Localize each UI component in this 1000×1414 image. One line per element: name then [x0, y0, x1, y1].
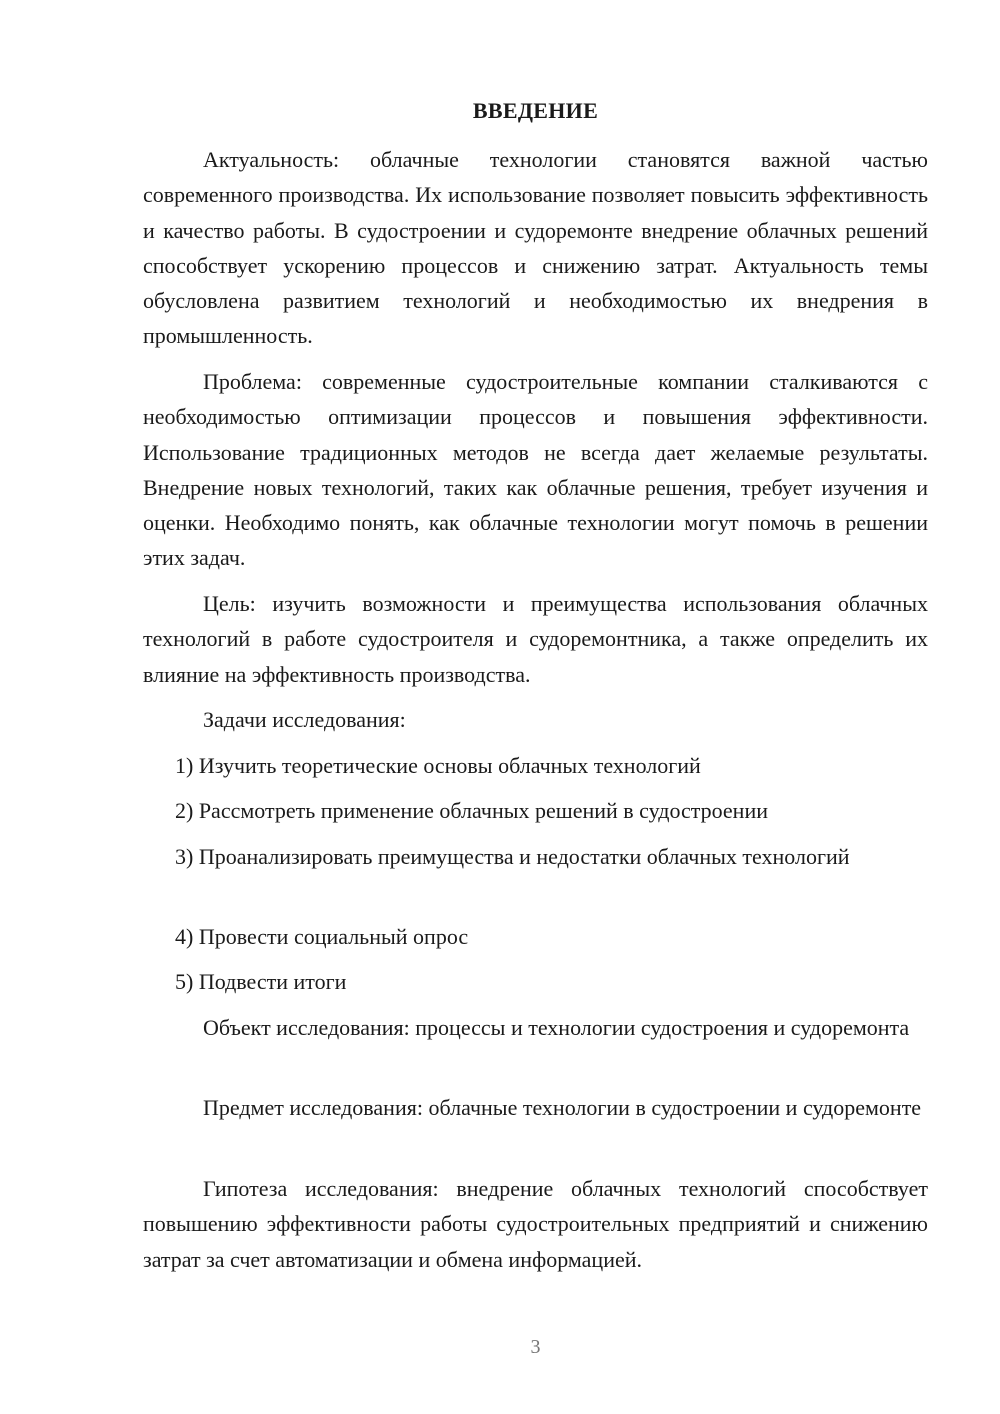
task-item-2: 2) Рассмотреть применение облачных решений в судостроении — [175, 798, 769, 823]
relevance-paragraph: Актуальность: облачные технологии становятся важной частью современного производства. Их использование позволяет повысить эффективность и качество работы. В судостроении и судоремонте внедрение облачных решений способствует ускорению процессов и снижению затрат. Актуальность темы обусловлена развитием технологий и необходимостью их внедрения в промышленность. — [143, 147, 928, 349]
hypothesis-paragraph: Гипотеза исследования: внедрение облачных технологий способствует повышению эффективности работы судостроительных предприятий и снижению затрат за счет автоматизации и обмена информацией. — [143, 1176, 928, 1272]
task-item-3: 3) Проанализировать преимущества и недостатки облачных технологий — [175, 844, 850, 869]
subject-paragraph: Предмет исследования: облачные технологии в судостроении и судоремонте — [203, 1095, 922, 1120]
page-number: 3 — [530, 1336, 541, 1358]
page-title: ВВЕДЕНИЕ — [472, 98, 599, 123]
task-item-1: 1) Изучить теоретические основы облачных технологий — [175, 753, 701, 778]
task-item-4: 4) Провести социальный опрос — [175, 924, 469, 949]
task-item-5: 5) Подвести итоги — [175, 969, 347, 994]
object-paragraph: Объект исследования: процессы и технологии судостроения и судоремонта — [203, 1015, 910, 1040]
tasks-heading: Задачи исследования: — [203, 707, 406, 732]
problem-paragraph: Проблема: современные судостроительные компании сталкиваются с необходимостью оптимизации процессов и повышения эффективности. Использование традиционных методов не всегда дает желаемые результаты. Внедрение новых технологий, таких как облачные решения, требует изучения и оценки. Необходимо понять, как облачные технологии могут помочь в решении этих задач. — [143, 369, 928, 571]
goal-paragraph: Цель: изучить возможности и преимущества использования облачных технологий в работе судостроителя и судоремонтника, а также определить их влияние на эффективность производства. — [143, 591, 928, 687]
